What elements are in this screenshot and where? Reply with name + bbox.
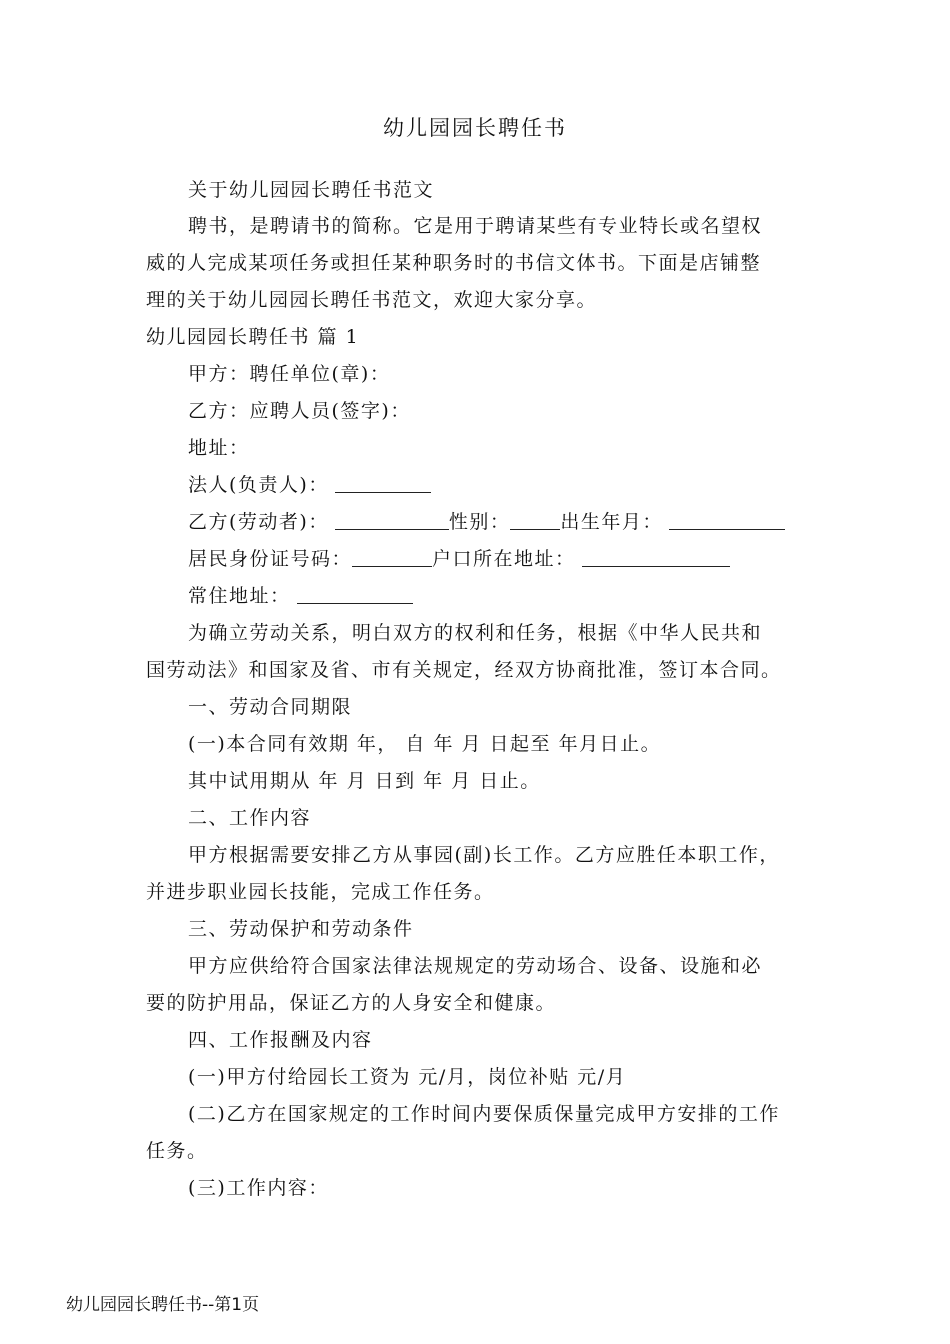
household-label: 户口所在地址：: [432, 548, 576, 570]
document-title: 幼儿园园长聘任书: [383, 116, 567, 140]
legal-rep-row: [188, 473, 431, 497]
party-a-line: 甲方：聘任单位(章)：: [188, 363, 391, 385]
residence-row: [188, 584, 413, 608]
clause-4-duty-line-2: 任务。: [146, 1140, 208, 1162]
intro-paragraph-line-1: 聘书，是聘请书的简称。它是用于聘请某些有专业特长或名望权: [188, 215, 763, 237]
id-blank: [352, 548, 432, 567]
worker-row: [188, 510, 785, 534]
birth-blank: [669, 511, 785, 530]
worker-label: 乙方(劳动者)：: [188, 511, 329, 533]
clause-2-line-1: 甲方根据需要安排乙方从事园(副)长工作。乙方应胜任本职工作，: [188, 844, 780, 866]
clause-3-line-2: 要的防护用品，保证乙方的人身安全和健康。: [146, 992, 557, 1014]
clause-2-line-2: 并进步职业园长技能，完成工作任务。: [146, 881, 495, 903]
clause-heading-4: 四、工作报酬及内容: [188, 1029, 373, 1051]
clause-heading-3: 三、劳动保护和劳动条件: [188, 918, 414, 940]
purpose-line-2: 国劳动法》和国家及省、市有关规定，经双方协商批准，签订本合同。: [146, 659, 782, 681]
intro-heading: 关于幼儿园园长聘任书范文: [188, 179, 435, 201]
clause-heading-2: 二、工作内容: [188, 807, 312, 829]
page-footer: 幼儿园园长聘任书--第1页: [66, 1295, 260, 1315]
intro-paragraph-line-3: 理的关于幼儿园园长聘任书范文，欢迎大家分享。: [146, 289, 598, 311]
clause-4-salary: (一)甲方付给园长工资为 元/月，岗位补贴 元/月: [188, 1066, 627, 1088]
section-heading-1: 幼儿园园长聘任书 篇 1: [146, 326, 360, 348]
clause-4-content: (三)工作内容：: [188, 1177, 329, 1199]
clause-1-term: (一)本合同有效期 年， 自 年 月 日起至 年月日止。: [188, 733, 662, 755]
party-b-line: 乙方：应聘人员(签字)：: [188, 400, 411, 422]
purpose-line-1: 为确立劳动关系，明白双方的权利和任务，根据《中华人民共和: [188, 622, 763, 644]
address-line: 地址：: [188, 437, 250, 459]
clause-1-probation: 其中试用期从 年 月 日到 年 月 日止。: [188, 770, 541, 792]
legal-rep-label: 法人(负责人)：: [188, 474, 329, 496]
gender-label: 性别：: [448, 511, 511, 533]
id-row: [188, 547, 730, 571]
household-blank: [582, 548, 730, 567]
clause-3-line-1: 甲方应供给符合国家法律法规规定的劳动场合、设备、设施和必: [188, 955, 763, 977]
intro-paragraph-line-2: 威的人完成某项任务或担任某种职务时的书信文体书。下面是店铺整: [146, 252, 762, 274]
residence-label: 常住地址：: [188, 585, 291, 607]
clause-heading-1: 一、劳动合同期限: [188, 696, 353, 718]
clause-4-duty-line-1: (二)乙方在国家规定的工作时间内要保质保量完成甲方安排的工作: [188, 1103, 780, 1125]
birth-label: 出生年月：: [560, 511, 663, 533]
id-label: 居民身份证号码：: [188, 548, 353, 570]
legal-rep-blank: [335, 474, 431, 493]
gender-blank: [510, 511, 560, 530]
residence-blank: [297, 585, 413, 604]
worker-blank: [335, 511, 449, 530]
